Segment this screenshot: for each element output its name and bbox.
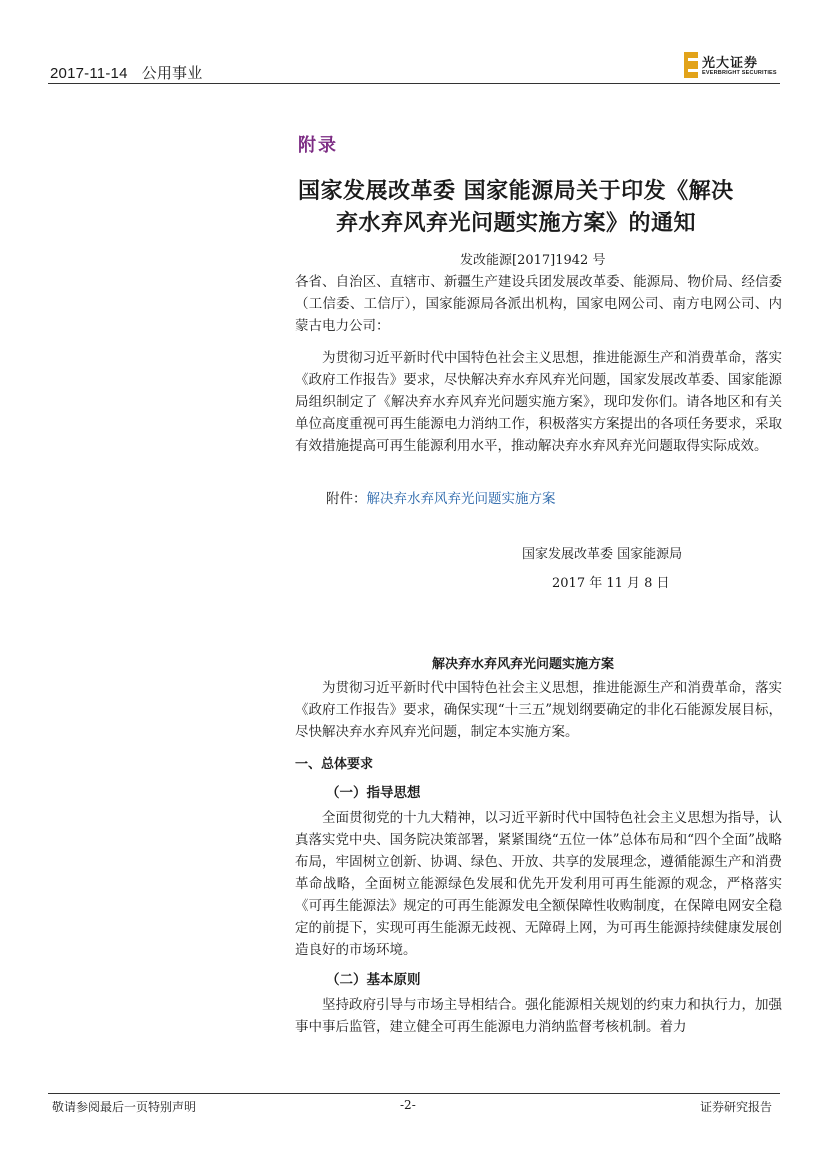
notice-title-line-1: 国家发展改革委 国家能源局关于印发《解决 (298, 178, 734, 204)
sign-date: 2017 年 11 月 8 日 (552, 576, 670, 591)
addressees: 各省、自治区、直辖市、新疆生产建设兵团发展改革委、能源局、物价局、经信委（工信委、工信厅），国家能源局各派出机构，国家电网公司、南方电网公司、内蒙古电力公司： (295, 274, 782, 334)
footer-divider (48, 1093, 780, 1094)
brand-logo (684, 52, 784, 80)
signature: 国家发展改革委 国家能源局 (522, 547, 683, 562)
plan-title: 解决弃水弃风弃光问题实施方案 (432, 657, 615, 672)
principle-paragraph: 坚持政府引导与市场主导相结合。强化能源相关规划的约束力和执行力，加强事中事后监管，建立健全可再生能源电力消纳监督考核机制。着力 (295, 997, 782, 1035)
document-number: 发改能源[2017]1942 号 (460, 253, 606, 268)
report-sector: 公用事业 (141, 65, 203, 82)
header-divider (48, 83, 780, 84)
attachment-link[interactable]: 解决弃水弃风弃光问题实施方案 (366, 491, 556, 507)
notice-body: 为贯彻习近平新时代中国特色社会主义思想，推进能源生产和消费革命，落实《政府工作报告》要求，尽快解决弃水弃风弃光问题，国家发展改革委、国家能源局组织制定了《解决弃水弃风弃光问题实施方案》，现印发你们。请各地区和有关单位高度重视可再生能源电力消纳工作，积极落实方案提出的各项任务要求，采取有效措施提高可再生能源利用水平，推动解决弃水弃风弃光问题取得实际成效。 (295, 350, 782, 454)
subsection-heading-guide: （一）指导思想 (326, 785, 421, 801)
guide-paragraph: 全面贯彻党的十九大精神，以习近平新时代中国特色社会主义思想为指导，认真落实党中央、国务院决策部署，紧紧围绕“五位一体”总体布局和“四个全面”战略布局，牢固树立创新、协调、绿色、开放、共享的发展理念，遵循能源生产和消费革命战略，全面树立能源绿色发展和优先开发利用可再生能源的观念，严格落实《可再生能源法》规定的可再生能源发电全额保障性收购制度，在保障电网安全稳定的前提下，实现可再生能源无歧视、无障碍上网，为可再生能源持续健康发展创造良好的市场环境。 (295, 810, 782, 958)
logo-text-en: EVERBRIGHT SECURITIES (702, 70, 777, 76)
appendix-label: 附录 (298, 135, 338, 156)
page-number: -2- (400, 1098, 416, 1112)
attachment (326, 487, 556, 507)
header-info (50, 62, 202, 83)
notice-title-line-2: 弃水弃风弃光问题实施方案》的通知 (336, 210, 697, 236)
report-date: 2017-11-14 (50, 65, 128, 82)
subsection-heading-principles: （二）基本原则 (326, 972, 421, 988)
everbright-logo-icon (684, 52, 698, 78)
attachment-label: 附件： (326, 491, 367, 507)
section-heading: 一、总体要求 (295, 757, 374, 772)
footer-disclaimer: 敬请参阅最后一页特别声明 (52, 1100, 197, 1114)
plan-intro: 为贯彻习近平新时代中国特色社会主义思想，推进能源生产和消费革命，落实《政府工作报告》要求，确保实现“十三五”规划纲要确定的非化石能源发展目标，尽快解决弃水弃风弃光问题，制定本实施方案。 (295, 680, 782, 740)
footer-report-type: 证券研究报告 (700, 1100, 773, 1114)
logo-text-cn: 光大证券 (702, 55, 759, 70)
